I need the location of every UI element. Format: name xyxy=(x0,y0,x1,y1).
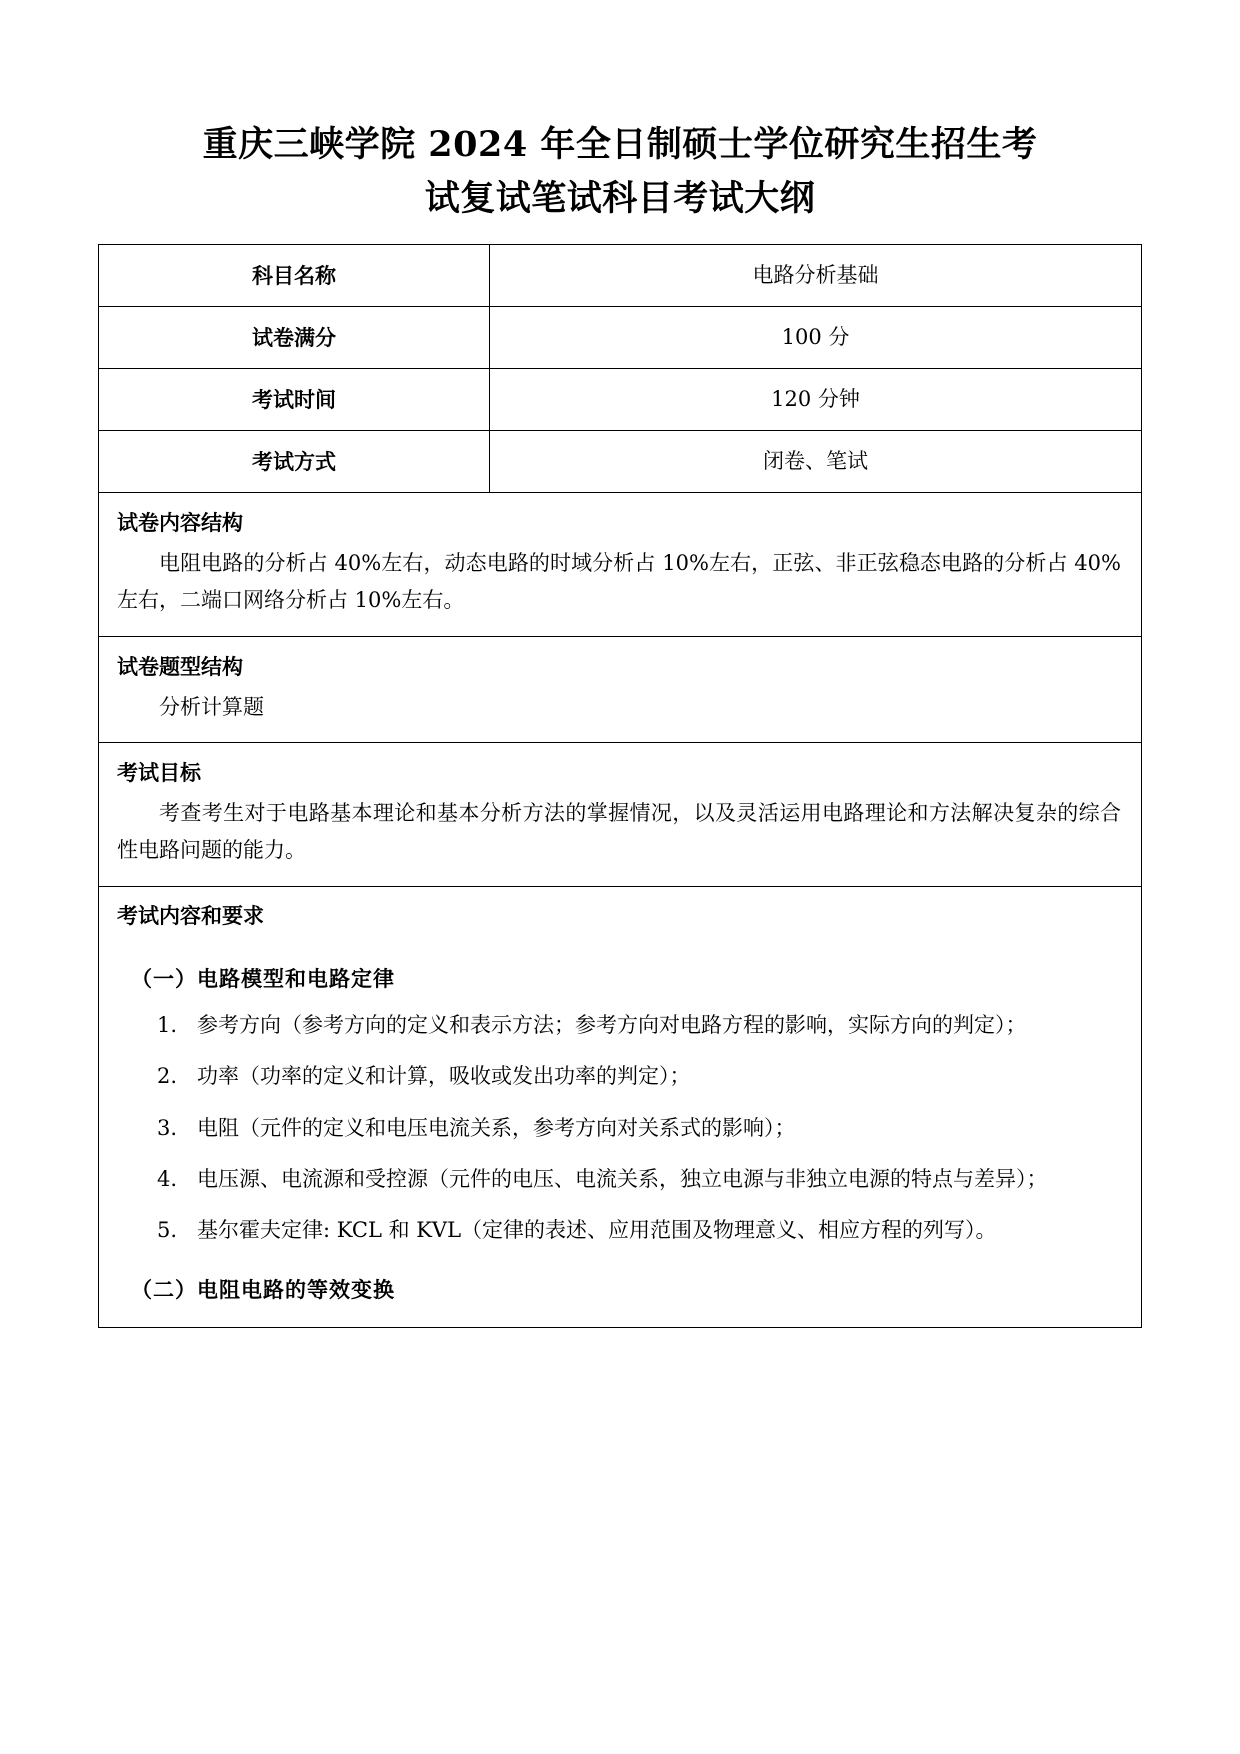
meta-value-subject-name: 电路分析基础 xyxy=(490,245,1142,307)
list-item-label: 电阻（元件的定义和电压电流关系，参考方向对关系式的影响）； xyxy=(197,1115,796,1140)
page-title xyxy=(0,0,1240,227)
list-item-label: 电压源、电流源和受控源（元件的电压、电流关系，独立电源与非独立电源的特点与差异）； xyxy=(197,1167,1048,1192)
section-body-question-types: 分析计算题 xyxy=(159,694,264,719)
section-body-exam-goal: 考查考生对于电路基本理论和基本分析方法的掌握情况，以及灵活运用电路理论和方法解决复杂的综合性电路问题的能力。 xyxy=(117,800,1121,863)
table-row xyxy=(99,431,1142,493)
table-row-paper-content xyxy=(99,493,1142,637)
meta-label-subject-name: 科目名称 xyxy=(99,245,490,307)
meta-label-exam-mode: 考试方式 xyxy=(99,431,490,493)
list-item-number: 3. xyxy=(157,1115,178,1140)
exam-outline-table xyxy=(98,244,1142,1328)
meta-label-exam-time: 考试时间 xyxy=(99,369,490,431)
section-exam-content xyxy=(99,886,1142,1327)
list-item-label: 参考方向（参考方向的定义和表示方法；参考方向对电路方程的影响，实际方向的判定）； xyxy=(197,1012,1027,1037)
page-title-line-1: 重庆三峡学院 2024 年全日制硕士学位研究生招生考 xyxy=(202,124,1038,165)
list-item xyxy=(113,1205,1127,1256)
table-row xyxy=(99,307,1142,369)
section-heading-exam-content: 考试内容和要求 xyxy=(117,902,264,928)
section-heading-paper-content: 试卷内容结构 xyxy=(117,510,243,535)
table-row-exam-content xyxy=(99,886,1142,1327)
list-item-number: 4. xyxy=(157,1167,178,1192)
section-heading-exam-goal: 考试目标 xyxy=(117,759,201,785)
list-item-label: 功率（功率的定义和计算，吸收或发出功率的判定）； xyxy=(197,1064,691,1089)
meta-value-exam-time: 120 分钟 xyxy=(490,369,1142,431)
section-heading-question-types: 试卷题型结构 xyxy=(117,653,243,679)
table-row xyxy=(99,369,1142,431)
table-row-exam-goal xyxy=(99,742,1142,886)
list-item xyxy=(113,1103,1127,1154)
section-exam-goal xyxy=(99,742,1142,886)
list-item-label: 基尔霍夫定律: KCL 和 KVL（定律的表述、应用范围及物理意义、相应方程的列写）。 xyxy=(197,1218,997,1243)
meta-value-full-score: 100 分 xyxy=(490,307,1142,369)
meta-label-full-score: 试卷满分 xyxy=(99,307,490,369)
section-body-paper-content: 电阻电路的分析占 40%左右，动态电路的时域分析占 10%左右，正弦、非正弦稳态电路的分析占 40%左右，二端口网络分析占 10%左右。 xyxy=(117,550,1121,613)
list-item xyxy=(113,1051,1127,1102)
table-row-question-types xyxy=(99,636,1142,742)
section-paper-content xyxy=(99,493,1142,637)
exam-content-list xyxy=(113,1000,1127,1257)
meta-value-exam-mode: 闭卷、笔试 xyxy=(490,431,1142,493)
group-heading-two: （二）电阻电路的等效变换 xyxy=(131,1276,395,1302)
list-item-number: 5. xyxy=(157,1218,178,1243)
page-title-line-2: 试复试笔试科目考试大纲 xyxy=(424,178,816,220)
group-heading-one: （一）电路模型和电路定律 xyxy=(131,966,395,992)
list-item-number: 1. xyxy=(157,1012,178,1037)
list-item xyxy=(113,1154,1127,1205)
list-item xyxy=(113,1000,1127,1051)
section-question-types xyxy=(99,636,1142,742)
table-row xyxy=(99,245,1142,307)
list-item-number: 2. xyxy=(157,1064,178,1089)
